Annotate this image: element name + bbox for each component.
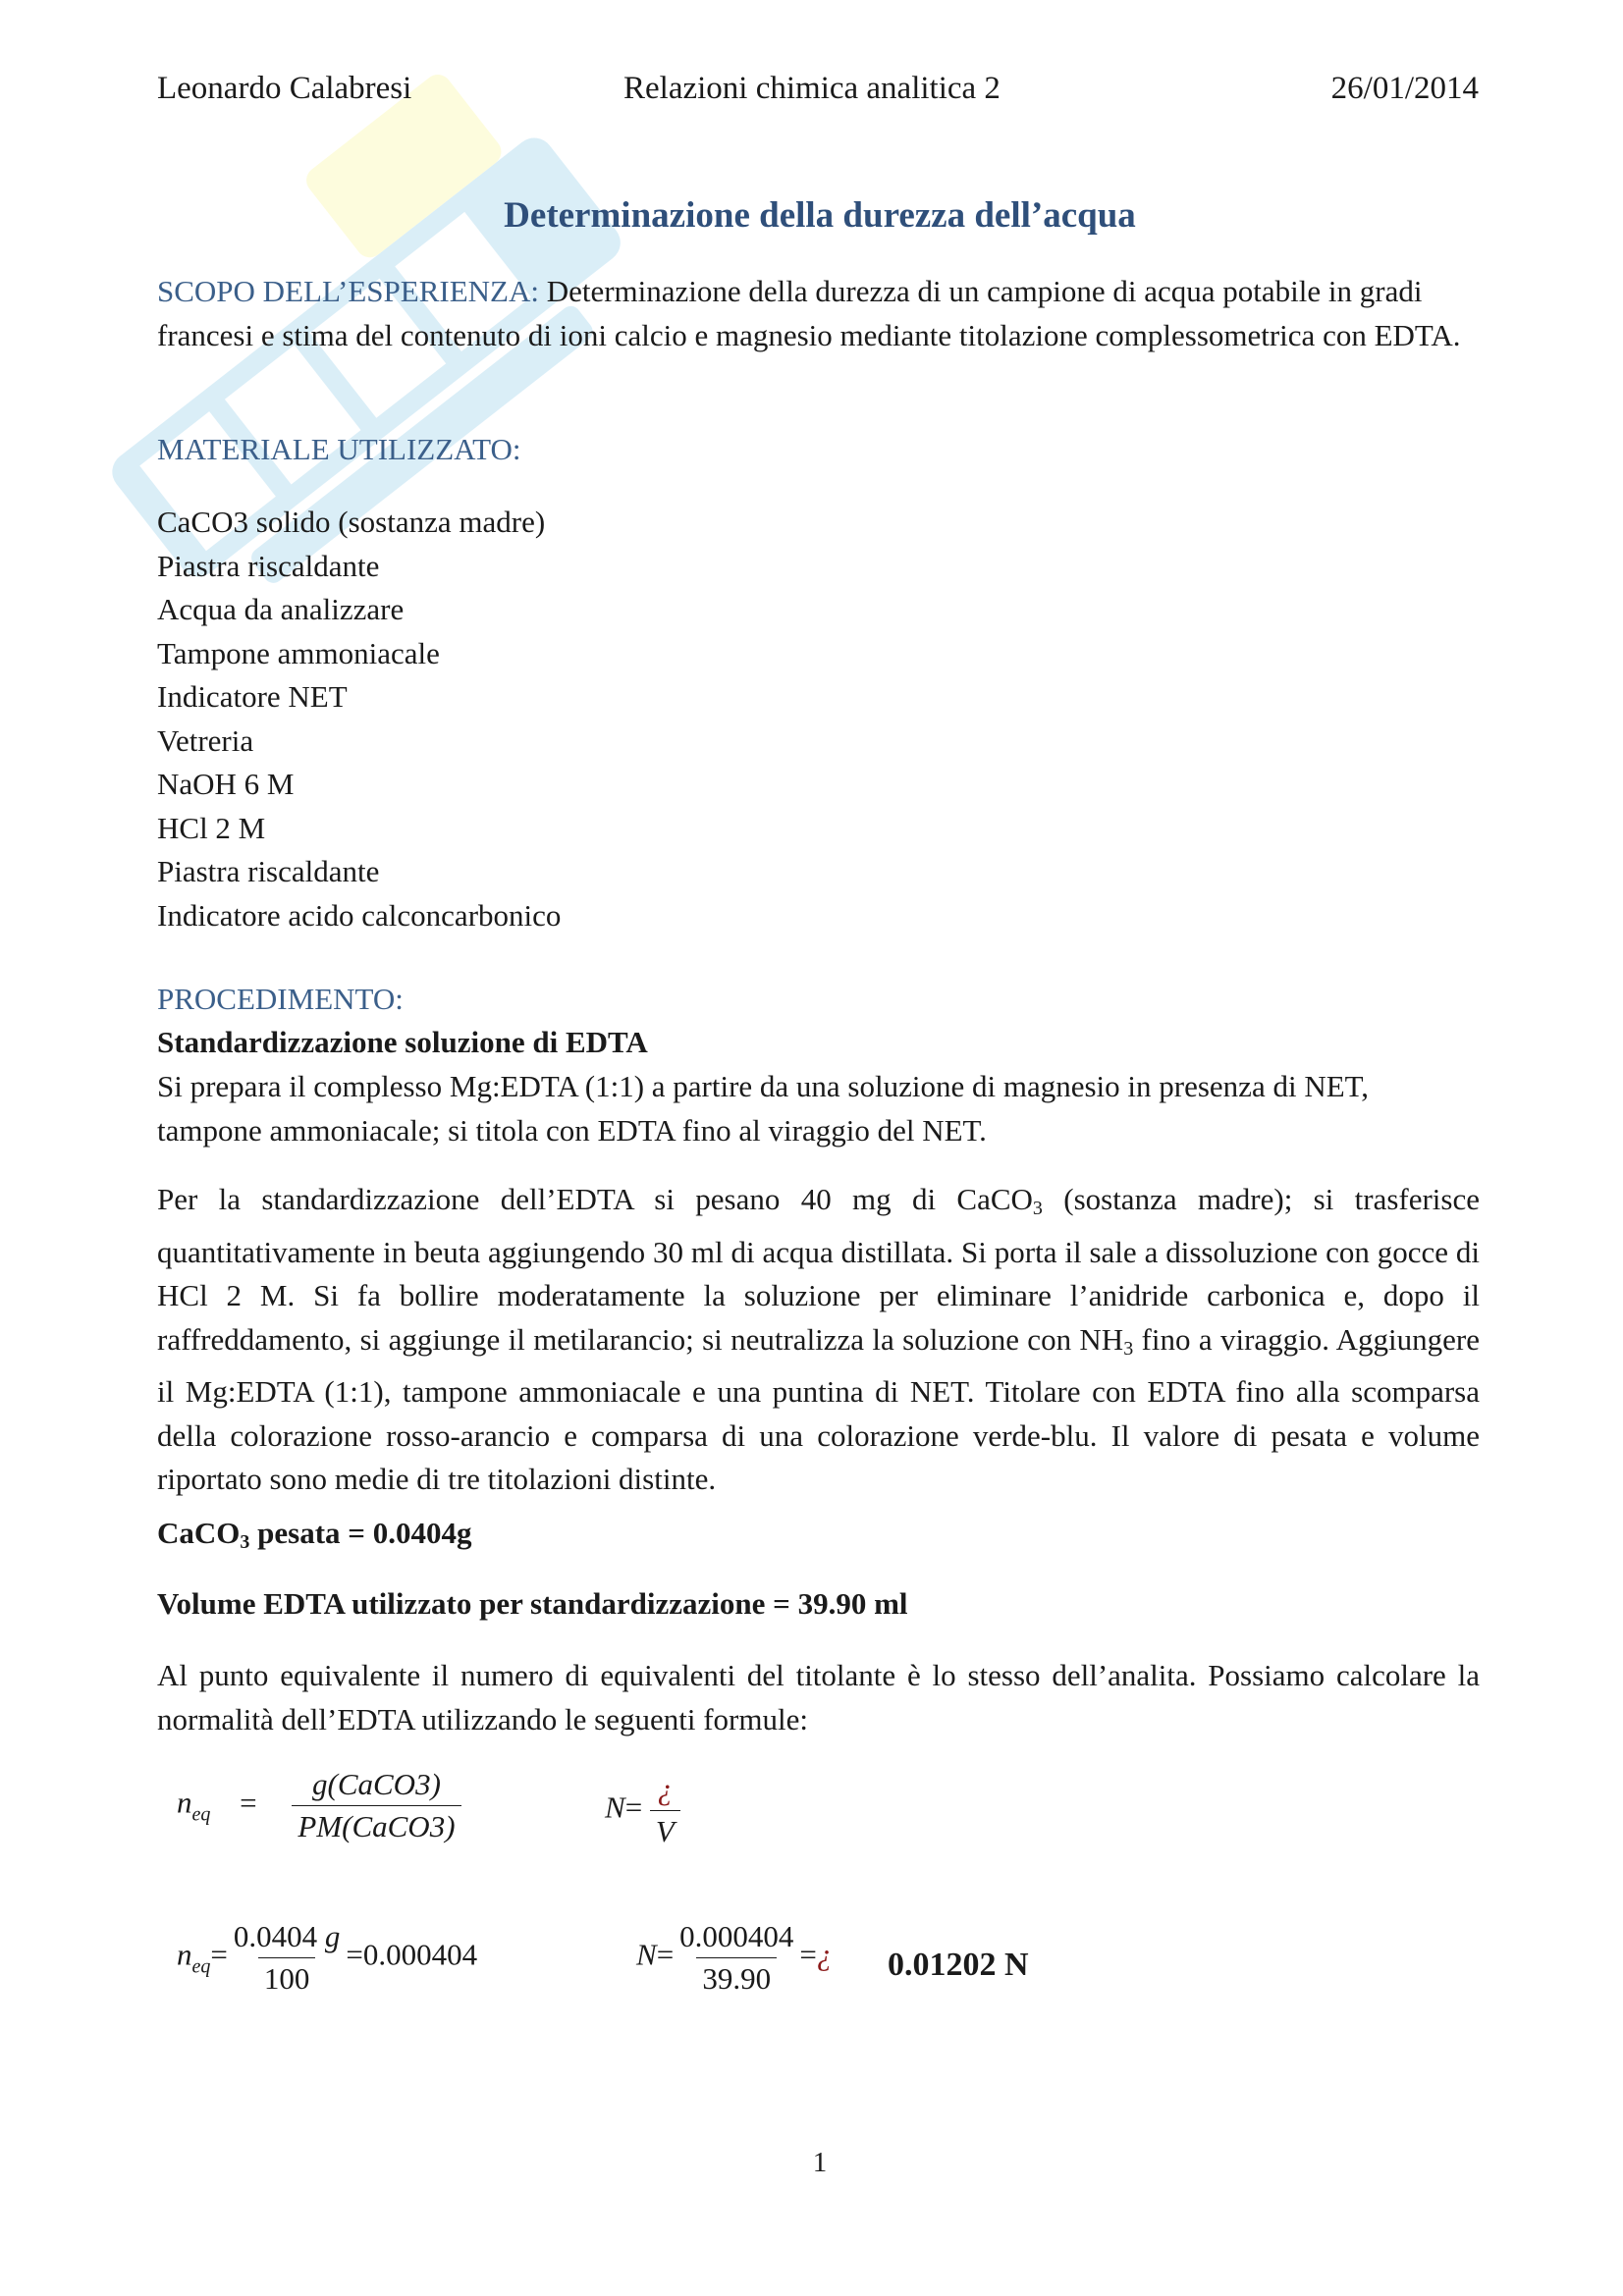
fraction-denominator: 100	[258, 1957, 316, 1997]
equals-sign: =	[346, 1937, 363, 1972]
fraction	[292, 1767, 460, 1844]
header-author: Leonardo Calabresi	[157, 71, 412, 106]
material-item: Tampone ammoniacale	[157, 635, 440, 670]
fraction-denominator: PM(CaCO3)	[292, 1805, 460, 1844]
equals-sign: =	[624, 1789, 643, 1825]
header-course: Relazioni chimica analitica 2	[623, 71, 1001, 106]
material-item: CaCO3 solido (sostanza madre)	[157, 505, 546, 539]
caco3-weight	[157, 1512, 1480, 1565]
neq-subscript: eq	[191, 1955, 211, 1978]
materials-list	[157, 501, 1480, 937]
material-item: Piastra riscaldante	[157, 548, 380, 583]
material-item: Vetreria	[157, 722, 254, 758]
fraction-numerator: 0.000404	[679, 1919, 794, 1953]
neq-subscript: eq	[191, 1803, 211, 1826]
procedure-paragraph-2	[157, 1178, 1480, 1502]
header-date: 26/01/2014	[1330, 71, 1479, 106]
fraction-denominator: V	[650, 1810, 680, 1849]
caco3-label: CaCO	[157, 1516, 241, 1550]
procedure-heading: PROCEDIMENTO:	[157, 982, 404, 1016]
document-title: Determinazione della durezza dell’acqua	[504, 195, 1136, 236]
equals-sign: =	[799, 1937, 817, 1972]
n-symbol: N	[636, 1937, 657, 1972]
fraction	[228, 1919, 347, 1997]
neq-symbol: n	[177, 1785, 192, 1820]
material-item: Indicatore acido calconcarbonico	[157, 897, 562, 933]
equals-sign: =	[210, 1937, 228, 1972]
placeholder-mark: ¿	[816, 1937, 833, 1972]
scope-label: SCOPO DELL’ESPERIENZA:	[157, 274, 539, 308]
neq-result: 0.000404	[362, 1937, 478, 1972]
fraction-numerator: 0.0404	[233, 1919, 318, 1953]
material-item: Acqua da analizzare	[157, 592, 405, 626]
p2-subscript: 3	[1032, 1198, 1043, 1219]
formula-normality-calculation	[636, 1919, 832, 1997]
equals-sign: =	[656, 1937, 675, 1972]
p2-part-b: (sostanza madre); si trasferisce quantitativamente in beuta aggiungendo 30 ml di acqua distillata. Si porta il sale a dissoluzione con gocce di HCl 2 M. Si fa bollire moderatamente la soluzione per eliminare l’anidride carbonica e, dopo il raffreddamento, si aggiunge il metilarancio; si neutralizza la soluzione con NH	[157, 1182, 1480, 1357]
procedure-subtitle: Standardizzazione soluzione di EDTA	[157, 1025, 648, 1059]
formula-neq-definition	[177, 1767, 461, 1844]
procedure-paragraph-3: Al punto equivalente il numero di equivalenti del titolante è lo stesso dell’analita. Possiamo calcolare la normalità dell’EDTA utilizzando le seguenti formule:	[157, 1658, 1480, 1736]
caco3-value: pesata = 0.0404g	[249, 1516, 472, 1550]
materials-heading: MATERIALE UTILIZZATO:	[157, 432, 521, 466]
p2-subscript: 3	[1123, 1337, 1134, 1360]
fraction-numerator: g(CaCO3)	[312, 1767, 441, 1801]
formula-normality-definition	[605, 1772, 680, 1849]
fraction	[650, 1772, 680, 1849]
n-symbol: N	[605, 1789, 625, 1825]
material-item: Indicatore NET	[157, 679, 348, 714]
material-item: Piastra riscaldante	[157, 854, 380, 888]
page-number: 1	[812, 2147, 828, 2178]
formula-neq-calculation	[177, 1919, 477, 1997]
fraction-numerator: ¿	[657, 1772, 674, 1806]
fraction	[674, 1919, 799, 1997]
normality-result: 0.01202 N	[888, 1947, 1029, 1983]
edta-volume: Volume EDTA utilizzato per standardizzazione = 39.90 ml	[157, 1586, 908, 1621]
scope-paragraph	[157, 270, 1480, 357]
procedure-paragraph-1: Si prepara il complesso Mg:EDTA (1:1) a partire da una soluzione di magnesio in presenza di NET, tampone ammoniacale; si titola con EDTA fino al viraggio del NET.	[157, 1069, 1370, 1148]
caco3-subscript: 3	[240, 1531, 250, 1553]
scope-text: Determinazione della durezza di un campione di acqua potabile in gradi francesi e stima del contenuto di ioni calcio e magnesio mediante titolazione complessometrica con EDTA.	[157, 274, 1461, 352]
unit-grams: g	[324, 1919, 341, 1953]
fraction-denominator: 39.90	[696, 1957, 777, 1997]
p2-part-a: Per la standardizzazione dell’EDTA si pesano 40 mg di CaCO	[157, 1182, 1033, 1216]
neq-symbol: n	[177, 1937, 192, 1972]
material-item: NaOH 6 M	[157, 767, 295, 801]
material-item: HCl 2 M	[157, 810, 266, 845]
p2-part-c: fino a viraggio. Aggiungere il Mg:EDTA (1:1), tampone ammoniacale e una puntina di NET. Titolare con EDTA fino alla scomparsa della colorazione rosso-arancio e comparsa di una colorazione verde-blu. Il valore di pesata e volume riportato sono medie di tre titolazioni distinte.	[157, 1321, 1480, 1496]
equals-sign: =	[240, 1785, 257, 1820]
